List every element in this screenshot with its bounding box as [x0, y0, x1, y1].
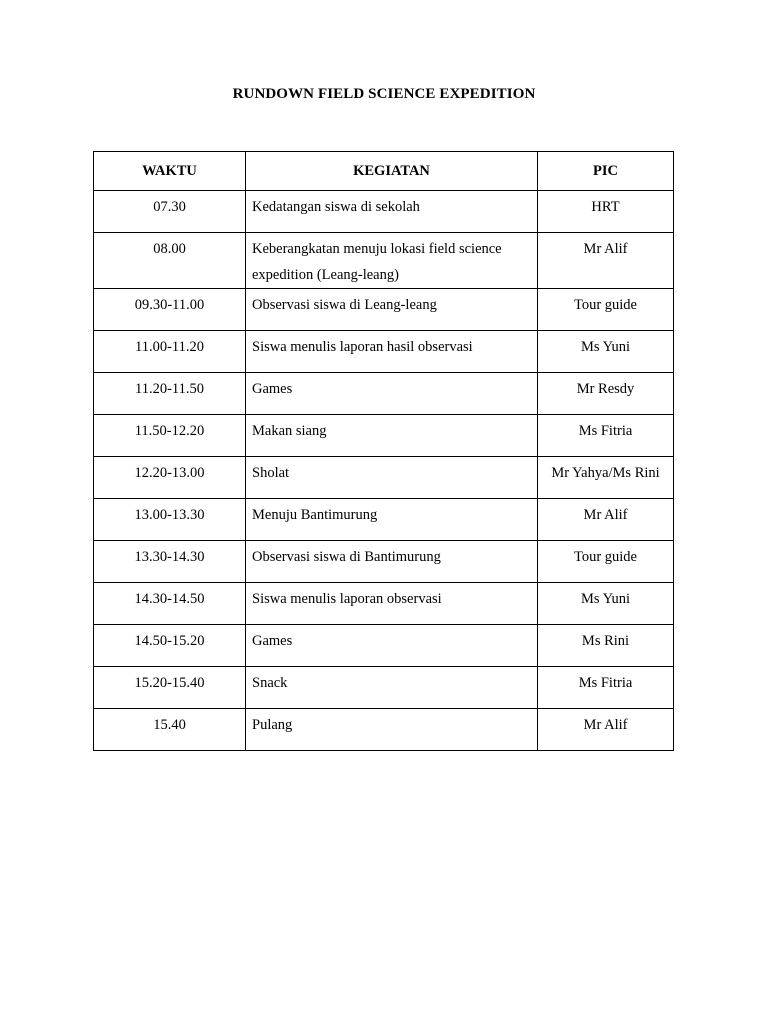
pic-cell: Tour guide	[538, 289, 674, 331]
time-cell: 15.20-15.40	[94, 667, 246, 709]
time-cell: 08.00	[94, 233, 246, 289]
page-title: RUNDOWN FIELD SCIENCE EXPEDITION	[232, 86, 536, 102]
activity-cell: Games	[246, 625, 538, 667]
activity-cell: Kedatangan siswa di sekolah	[246, 191, 538, 233]
table-row	[94, 191, 674, 233]
table-row	[94, 457, 674, 499]
activity-cell: Siswa menulis laporan observasi	[246, 583, 538, 625]
table-row	[94, 373, 674, 415]
activity-cell: Menuju Bantimurung	[246, 499, 538, 541]
activity-cell: Makan siang	[246, 415, 538, 457]
column-header-time: WAKTU	[94, 152, 246, 191]
time-cell: 14.30-14.50	[94, 583, 246, 625]
time-cell: 12.20-13.00	[94, 457, 246, 499]
table-row	[94, 233, 674, 289]
table-row	[94, 541, 674, 583]
pic-cell: Mr Alif	[538, 233, 674, 289]
activity-cell: Games	[246, 373, 538, 415]
time-cell: 09.30-11.00	[94, 289, 246, 331]
table-row	[94, 625, 674, 667]
pic-cell: Ms Rini	[538, 625, 674, 667]
activity-cell: Sholat	[246, 457, 538, 499]
pic-cell: Ms Yuni	[538, 583, 674, 625]
pic-cell: Mr Alif	[538, 499, 674, 541]
activity-cell: Keberangkatan menuju lokasi field science expedition (Leang-leang)	[246, 233, 538, 289]
table-row	[94, 331, 674, 373]
pic-cell: Mr Yahya/Ms Rini	[538, 457, 674, 499]
time-cell: 13.00-13.30	[94, 499, 246, 541]
table-row	[94, 499, 674, 541]
activity-cell: Pulang	[246, 709, 538, 751]
pic-cell: Ms Fitria	[538, 667, 674, 709]
time-cell: 15.40	[94, 709, 246, 751]
table-row	[94, 709, 674, 751]
time-cell: 11.20-11.50	[94, 373, 246, 415]
table-row	[94, 289, 674, 331]
pic-cell: HRT	[538, 191, 674, 233]
pic-cell: Ms Yuni	[538, 331, 674, 373]
time-cell: 13.30-14.30	[94, 541, 246, 583]
pic-cell: Mr Alif	[538, 709, 674, 751]
pic-cell: Tour guide	[538, 541, 674, 583]
rundown-table	[93, 151, 674, 751]
activity-cell: Observasi siswa di Leang-leang	[246, 289, 538, 331]
table-row	[94, 415, 674, 457]
activity-cell: Observasi siswa di Bantimurung	[246, 541, 538, 583]
column-header-pic: PIC	[538, 152, 674, 191]
table-header-row	[94, 152, 674, 191]
column-header-activity: KEGIATAN	[246, 152, 538, 191]
activity-cell: Snack	[246, 667, 538, 709]
activity-cell: Siswa menulis laporan hasil observasi	[246, 331, 538, 373]
table-row	[94, 667, 674, 709]
pic-cell: Ms Fitria	[538, 415, 674, 457]
time-cell: 11.00-11.20	[94, 331, 246, 373]
pic-cell: Mr Resdy	[538, 373, 674, 415]
table-row	[94, 583, 674, 625]
time-cell: 14.50-15.20	[94, 625, 246, 667]
time-cell: 11.50-12.20	[94, 415, 246, 457]
time-cell: 07.30	[94, 191, 246, 233]
